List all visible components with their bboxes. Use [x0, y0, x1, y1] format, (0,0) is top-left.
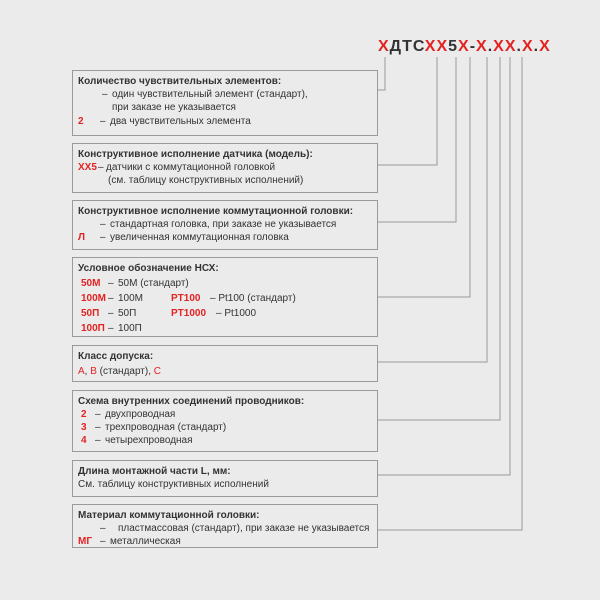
row-desc: металлическая: [110, 536, 181, 547]
box-row: [78, 101, 371, 114]
box-head-material: [72, 504, 378, 548]
row-desc: См. таблицу конструктивных исполнений: [78, 479, 269, 490]
row-code: ХХ5: [78, 162, 97, 173]
box-row: [78, 535, 371, 548]
tolerance-part: ,: [84, 366, 91, 377]
code-segment: Х: [458, 38, 470, 55]
box-title: Длина монтажной части L, мм:: [78, 466, 231, 477]
row-code: 4: [81, 435, 87, 446]
row-dash: –: [95, 422, 101, 433]
box-sensor-model: [72, 143, 378, 193]
box-row: [78, 231, 371, 244]
box-title: Конструктивное исполнение коммутационной головки:: [78, 206, 354, 217]
row-code: 2: [78, 116, 84, 127]
connector-line-1: [378, 57, 385, 90]
row-desc: один чувствительный элемент (стандарт),: [112, 89, 308, 100]
box-row: [78, 307, 371, 322]
box-row: [78, 115, 371, 128]
row-dash: –: [100, 219, 106, 230]
code-segment: 5: [448, 38, 459, 55]
row-desc: стандартная головка, при заказе не указывается: [110, 219, 337, 230]
row-code-2: PT100: [171, 293, 201, 304]
code-segment: .: [516, 38, 522, 55]
code-segment: Х: [521, 38, 534, 55]
box-row: [78, 365, 371, 378]
row-dash: –: [108, 278, 114, 289]
box-title: Условное обозначение НСХ:: [78, 263, 219, 274]
connector-line-5: [378, 57, 487, 362]
row-code: МГ: [78, 536, 92, 547]
box-row: [78, 277, 371, 292]
row-desc: пластмассовая (стандарт), при заказе не указывается: [118, 523, 370, 534]
row-desc: увеличенная коммутационная головка: [110, 232, 289, 243]
box-row: [78, 292, 371, 307]
row-dash: –: [108, 308, 114, 319]
row-desc: 50М (стандарт): [118, 278, 189, 289]
row-dash: –: [100, 523, 106, 534]
tolerance-part: (стандарт),: [96, 366, 154, 377]
box-row: [78, 88, 371, 101]
connector-line-3: [378, 57, 456, 222]
box-title: Материал коммутационной головки:: [78, 510, 260, 521]
row-desc-2: – Pt100 (стандарт): [210, 293, 296, 304]
row-code: 2: [81, 409, 87, 420]
row-dash: –: [100, 232, 106, 243]
row-desc: 100П: [118, 323, 142, 334]
row-desc: при заказе не указывается: [112, 102, 236, 113]
box-title: Количество чувствительных элементов:: [78, 76, 282, 87]
box-row: [78, 421, 371, 434]
code-segment: Х: [378, 38, 390, 55]
row-desc: 100М: [118, 293, 144, 304]
box-row: [78, 322, 371, 337]
row-dash: –: [100, 116, 106, 127]
row-desc: четырехпроводная: [105, 435, 193, 446]
row-desc: двухпроводная: [105, 409, 176, 420]
box-title: Класс допуска:: [78, 351, 154, 362]
row-code: 100М: [81, 293, 107, 304]
row-dash: –: [100, 536, 106, 547]
box-nsh-designation: [72, 257, 378, 337]
box-row: [78, 478, 371, 491]
box-title: Схема внутренних соединений проводников:: [78, 396, 305, 407]
code-segment: .: [533, 38, 540, 55]
code-segment: Х: [539, 38, 551, 55]
row-dash: –: [108, 323, 114, 334]
tolerance-part: С: [153, 366, 162, 377]
row-code: 3: [81, 422, 87, 433]
connector-line-7: [378, 57, 510, 475]
box-row: [78, 434, 371, 447]
row-code: Л: [78, 232, 86, 243]
box-switching-head: [72, 200, 378, 250]
connector-line-6: [378, 57, 500, 420]
row-code: 50П: [81, 308, 100, 319]
box-row: [78, 218, 371, 231]
code-segment: Х: [476, 38, 488, 55]
box-row: [78, 522, 371, 535]
box-title: Конструктивное исполнение датчика (модель):: [78, 149, 313, 160]
code-segment: -: [469, 38, 477, 55]
tolerance-part: А: [78, 366, 85, 377]
row-dash: –: [95, 435, 101, 446]
row-code: 100П: [81, 323, 105, 334]
box-row: [78, 161, 371, 174]
box-row: [78, 408, 371, 421]
box-tolerance-class: [72, 345, 378, 382]
row-desc: 50П: [118, 308, 137, 319]
row-desc: два чувствительных элемента: [110, 116, 251, 127]
row-code-2: PT1000: [171, 308, 207, 319]
connector-line-2: [378, 57, 437, 165]
code-segment: .: [487, 38, 494, 55]
row-code: 50М: [81, 278, 101, 289]
row-desc: датчики с коммутационной головкой: [106, 162, 276, 173]
row-desc: трехпроводная (стандарт): [105, 422, 227, 433]
box-wiring-scheme: [72, 390, 378, 452]
row-dash: –: [95, 409, 101, 420]
row-dash: –: [98, 162, 104, 173]
row-desc-2: – Pt1000: [216, 308, 257, 319]
box-row: [78, 174, 371, 187]
row-dash: –: [102, 89, 108, 100]
code-segment: ДТС: [389, 38, 425, 55]
row-desc: (см. таблицу конструктивных исполнений): [108, 175, 304, 186]
box-sensing-elements: [72, 70, 378, 136]
row-dash: –: [108, 293, 114, 304]
code-segment: ХХ: [493, 38, 517, 55]
box-mounting-length: [72, 460, 378, 497]
ordering-code: [378, 37, 551, 57]
code-segment: ХХ: [424, 38, 449, 55]
tolerance-part: В: [90, 366, 97, 377]
